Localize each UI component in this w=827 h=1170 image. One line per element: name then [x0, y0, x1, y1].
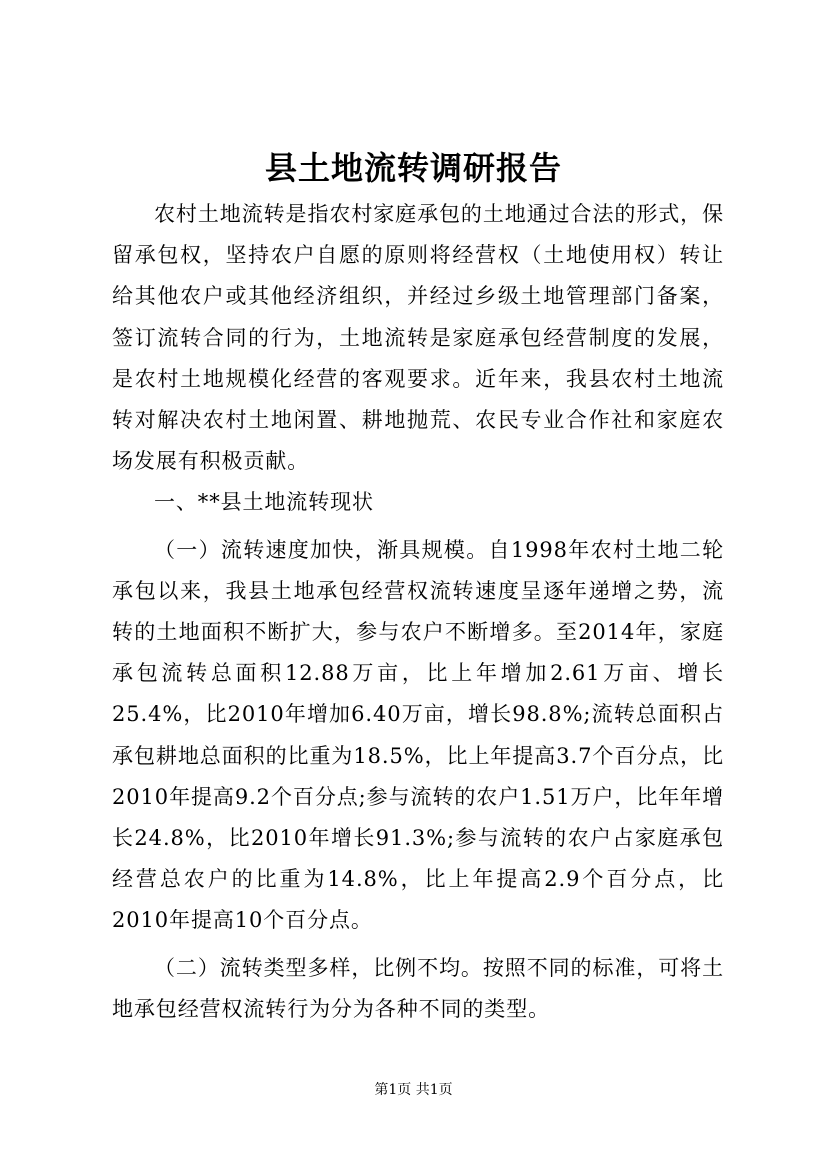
page-number-footer: 第1页 共1页 — [374, 1082, 453, 1098]
subsection-paragraph-1: （一）流转速度加快，渐具规模。自1998年农村土地二轮承包以来，我县土地承包经营权流转速度呈逐年递增之势，流转的土地面积不断扩大，参与农户不断增多。至2014年，家庭承包流转总面积12.88万亩，比上年增加2.61万亩、增长25.4%，比2010年增加6.40万亩，增长98.8%;流转总面积占承包耕地总面积的比重为18.5%，比上年提高3.7个百分点，比2010年提高9.2个百分点;参与流转的农户1.51万户，比年年增长24.8%，比2010年增长91.3%;参与流转的农户占家庭承包经营总农户的比重为14.8%，比上年提高2.9个百分点，比2010年提高10个百分点。 — [112, 537, 724, 933]
subsection-paragraph-2: （二）流转类型多样，比例不均。按照不同的标准，可将土地承包经营权流转行为分为各种不同的类型。 — [112, 955, 724, 1021]
document-title: 县土地流转调研报告 — [264, 149, 562, 187]
document-body — [112, 194, 724, 1030]
section-heading: 一、**县土地流转现状 — [154, 490, 374, 515]
intro-paragraph: 农村土地流转是指农村家庭承包的土地通过合法的形式，保留承包权，坚持农户自愿的原则将经营权（土地使用权）转让给其他农户或其他经济组织，并经过乡级土地管理部门备案，签订流转合同的行为，土地流转是家庭承包经营制度的发展，是农村土地规模化经营的客观要求。近年来，我县农村土地流转对解决农村土地闲置、耕地抛荒、农民专业合作社和家庭农场发展有积极贡献。 — [112, 202, 724, 474]
